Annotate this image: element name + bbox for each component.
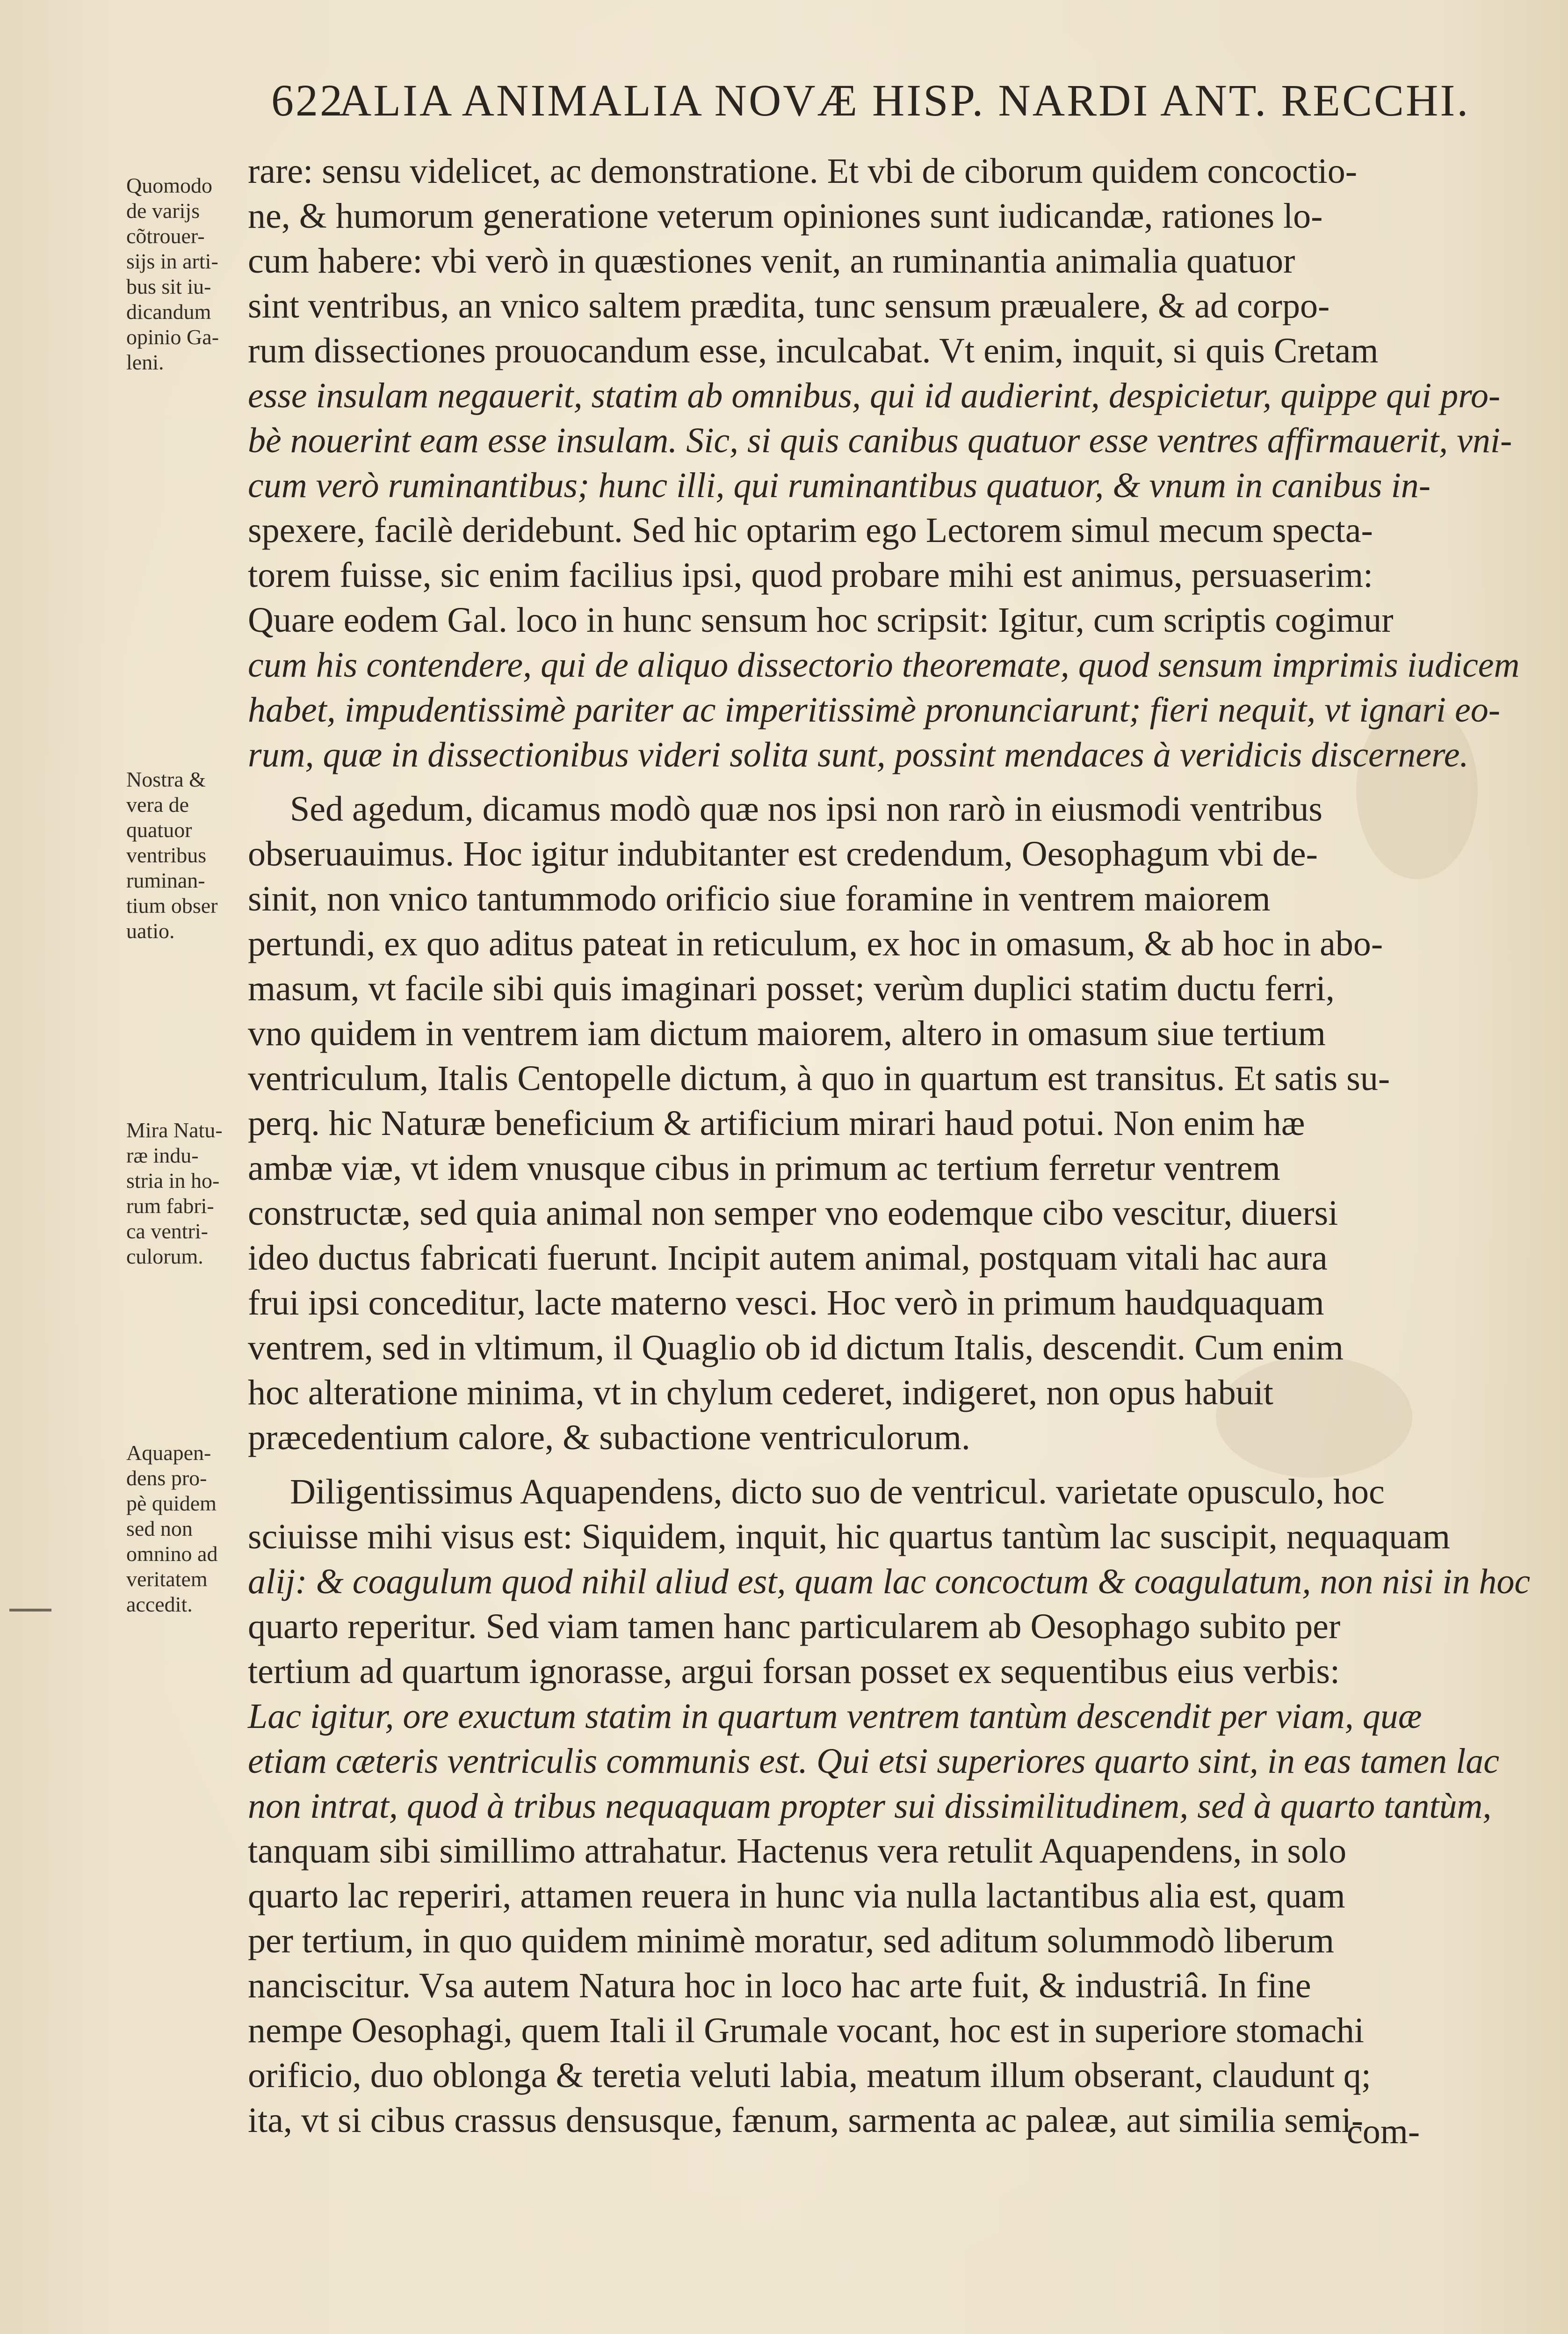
text-line: ita, vt si cibus crassus densusque, fænum, sarmenta ac paleæ, aut similia semi- [248, 2101, 1364, 2140]
text-line: sciuisse mihi visus est: Siquidem, inquit, hic quartus tantùm lac suscipit, nequaquam [248, 1517, 1451, 1556]
margin-note-line: opinio Ga- [126, 325, 219, 349]
margin-note-line: accedit. [126, 1592, 193, 1616]
text-line: rum dissectiones prouocandum esse, inculcabat. Vt enim, inquit, si quis Cretam [248, 331, 1379, 370]
margin-note-line: dicandum [126, 300, 211, 324]
text-line: nanciscitur. Vsa autem Natura hoc in loco hac arte fuit, & industriâ. In fine [248, 1966, 1311, 2005]
margin-note-line: ræ indu- [126, 1143, 199, 1167]
text-line: masum, vt facile sibi quis imaginari posset; verùm duplici statim ductu ferri, [248, 969, 1335, 1008]
text-line: bè nouerint eam esse insulam. Sic, si quis canibus quatuor esse ventres affirmauerit, vni- [248, 421, 1512, 460]
text-line: non intrat, quod à tribus nequaquam propter sui dissimilitudinem, sed à quarto tantùm, [248, 1786, 1492, 1826]
catchword: com- [1347, 2112, 1420, 2151]
text-line: rum, quæ in dissectionibus videri solita sunt, possint mendaces à veridicis discernere. [248, 735, 1469, 774]
margin-note-line: Nostra & [126, 767, 206, 791]
margin-note-mira [126, 1118, 253, 1269]
margin-note-line: ca ventri- [126, 1219, 208, 1243]
margin-note-line: quatuor [126, 818, 192, 842]
margin-note-aquapendens [126, 1440, 253, 1617]
page-header [271, 70, 1470, 131]
text-line: torem fuisse, sic enim facilius ipsi, quod probare mihi est animus, persuaserim: [248, 556, 1373, 595]
margin-note-line: omnino ad [126, 1542, 218, 1566]
text-line: esse insulam negauerit, statim ab omnibus, qui id audierint, despicietur, quippe qui pro- [248, 376, 1501, 415]
text-line: Lac igitur, ore exuctum statim in quartum ventrem tantùm descendit per viam, quæ [248, 1697, 1422, 1736]
text-line: etiam cæteris ventriculis communis est. Qui etsi superiores quarto sint, in eas tamen lac [248, 1741, 1499, 1781]
margin-note-line: culorum. [126, 1244, 203, 1268]
margin-note-nostra [126, 767, 253, 944]
text-line: quarto reperitur. Sed viam tamen hanc particularem ab Oesophago subito per [248, 1607, 1341, 1646]
margin-note-line: Mira Natu- [126, 1118, 223, 1142]
main-text-block [248, 149, 1531, 2143]
margin-note-line: Aquapen- [126, 1441, 211, 1465]
text-line: cum habere: vbi verò in quæstiones venit, an ruminantia animalia quatuor [248, 241, 1295, 281]
text-line: obseruauimus. Hoc igitur indubitanter est credendum, Oesophagum vbi de- [248, 834, 1318, 874]
text-line: quarto lac reperiri, attamen reuera in hunc via nulla lactantibus alia est, quam [248, 1876, 1345, 1915]
margin-note-line: ruminan- [126, 868, 205, 892]
text-line: Diligentissimus Aquapendens, dicto suo de ventricul. varietate opusculo, hoc [290, 1472, 1385, 1511]
margin-note-line: de varijs [126, 199, 200, 223]
text-line: tanquam sibi simillimo attrahatur. Hactenus vera retulit Aquapendens, in solo [248, 1831, 1347, 1871]
margin-note-line: stria in ho- [126, 1169, 220, 1192]
margin-note-line: veritatem [126, 1567, 208, 1591]
text-line: sinit, non vnico tantummodo orificio siue foramine in ventrem maiorem [248, 879, 1271, 918]
text-line: alij: & coagulum quod nihil aliud est, quam lac concoctum & coagulatum, non nisi in hoc [248, 1562, 1531, 1601]
margin-rule-mark [9, 1609, 51, 1611]
text-line: ideo ductus fabricati fuerunt. Incipit autem animal, postquam vitali hac aura [248, 1238, 1328, 1278]
margin-note-line: cõtrouer- [126, 224, 205, 248]
margin-note-quomodo [126, 173, 253, 375]
text-line: ne, & humorum generatione veterum opiniones sunt iudicandæ, rationes lo- [248, 196, 1323, 236]
text-line: ventrem, sed in vltimum, il Quaglio ob id dictum Italis, descendit. Cum enim [248, 1328, 1344, 1367]
text-line: præcedentium calore, & subactione ventriculorum. [248, 1418, 970, 1457]
margin-note-line: leni. [126, 350, 164, 374]
text-line: ventriculum, Italis Centopelle dictum, à quo in quartum est transitus. Et satis su- [248, 1059, 1390, 1098]
text-line: tertium ad quartum ignorasse, argui forsan posset ex sequentibus eius verbis: [248, 1652, 1340, 1691]
running-head: ALIA ANIMALIA NOVÆ HISP. NARDI ANT. RECCHI. [339, 75, 1470, 125]
text-line: cum his contendere, qui de aliquo dissectorio theoremate, quod sensum imprimis iudicem [248, 645, 1520, 685]
margin-note-line: tium obser [126, 894, 218, 918]
margin-note-line: rum fabri- [126, 1194, 214, 1218]
text-line: cum verò ruminantibus; hunc illi, qui ruminantibus quatuor, & vnum in canibus in- [248, 466, 1431, 505]
text-line: spexere, facilè deridebunt. Sed hic optarim ego Lectorem simul mecum specta- [248, 511, 1373, 550]
paragraph-gap [248, 777, 1431, 787]
margin-note-line: sijs in arti- [126, 249, 218, 273]
text-line: pertundi, ex quo aditus pateat in reticulum, ex hoc in omasum, & ab hoc in abo- [248, 924, 1383, 963]
text-line: rare: sensu videlicet, ac demonstratione. Et vbi de ciborum quidem concoctio- [248, 152, 1358, 191]
text-line: hoc alteratione minima, vt in chylum cederet, indigeret, non opus habuit [248, 1373, 1273, 1412]
text-line: ambæ viæ, vt idem vnusque cibus in primum ac tertium ferretur ventrem [248, 1149, 1280, 1188]
margin-note-line: Quomodo [126, 173, 212, 197]
margin-note-line: uatio. [126, 919, 175, 943]
margin-note-line: pè quidem [126, 1491, 217, 1515]
margin-note-line: dens pro- [126, 1466, 207, 1490]
page-number: 622 [271, 75, 344, 125]
paragraph-gap [248, 1460, 1431, 1469]
text-line: Sed agedum, dicamus modò quæ nos ipsi non rarò in eiusmodi ventribus [290, 789, 1323, 829]
text-line: habet, impudentissimè pariter ac imperitissimè pronunciarunt; fieri nequit, vt ignari eo- [248, 690, 1500, 730]
margin-note-line: vera de [126, 793, 189, 817]
margin-note-line: ventribus [126, 843, 207, 867]
text-line: perq. hic Naturæ beneficium & artificium mirari haud potui. Non enim hæ [248, 1104, 1305, 1143]
text-line: nempe Oesophagi, quem Itali il Grumale vocant, hoc est in superiore stomachi [248, 2011, 1364, 2050]
text-line: per tertium, in quo quidem minimè moratur, sed aditum solummodò liberum [248, 1921, 1335, 1960]
text-line: sint ventribus, an vnico saltem prædita, tunc sensum præualere, & ad corpo- [248, 286, 1330, 325]
text-line: orificio, duo oblonga & teretia veluti labia, meatum illum obserant, claudunt q; [248, 2056, 1371, 2095]
margin-note-line: bus sit iu- [126, 275, 211, 298]
text-line: constructæ, sed quia animal non semper vno eodemque cibo vescitur, diuersi [248, 1193, 1338, 1233]
text-line: frui ipsi conceditur, lacte materno vesci. Hoc verò in primum haudquaquam [248, 1283, 1324, 1322]
text-line: Quare eodem Gal. loco in hunc sensum hoc scripsit: Igitur, cum scriptis cogimur [248, 600, 1394, 640]
text-line: vno quidem in ventrem iam dictum maiorem, altero in omasum siue tertium [248, 1014, 1326, 1053]
margin-note-line: sed non [126, 1517, 193, 1540]
